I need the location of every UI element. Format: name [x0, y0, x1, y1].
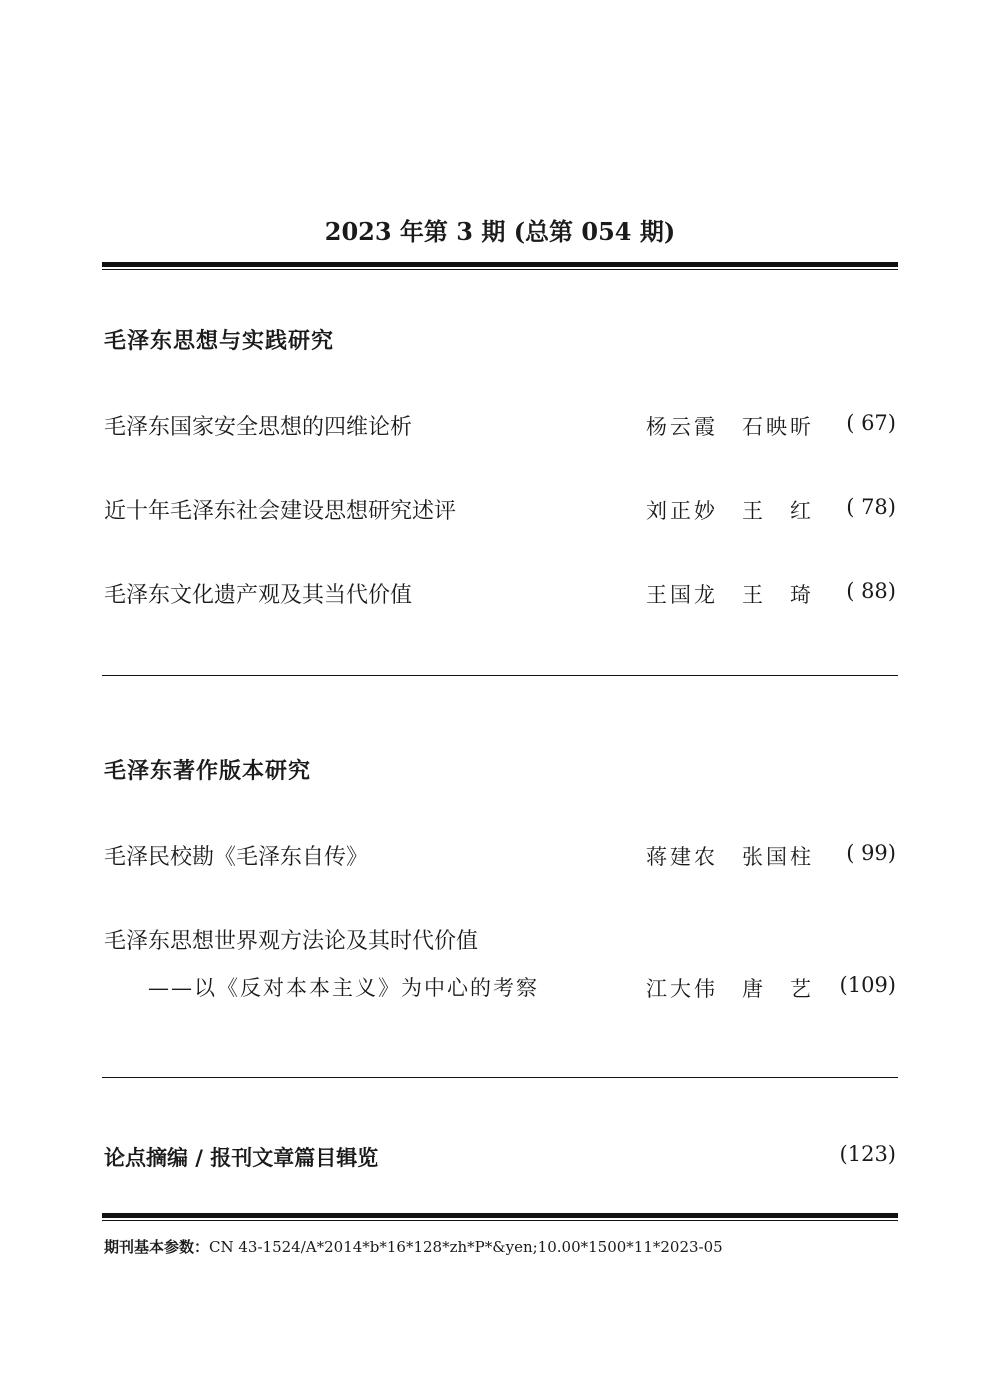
entry-title: 毛泽东文化遗产观及其当代价值 — [104, 583, 413, 608]
issue-title: 2023 年第 3 期 (总第 054 期) — [324, 217, 676, 246]
section-divider — [102, 675, 898, 676]
top-double-rule — [102, 262, 898, 270]
entry-authors: 王国龙 王 琦 — [646, 583, 814, 607]
section-divider — [102, 1077, 898, 1078]
entry-title: 毛泽东思想世界观方法论及其时代价值 — [104, 929, 479, 954]
entry-title: 毛泽东国家安全思想的四维论析 — [104, 415, 413, 440]
toc-entry[interactable] — [104, 924, 896, 958]
entry-title: 近十年毛泽东社会建设思想研究述评 — [104, 499, 457, 524]
journal-parameters — [104, 1236, 723, 1257]
entry-page: ( 99) — [846, 841, 896, 865]
entry-subtitle: ——以《反对本本主义》为中心的考察 — [148, 976, 539, 1000]
toc-entry-subline[interactable] — [104, 972, 896, 1006]
toc-entry[interactable] — [104, 840, 896, 874]
entry-authors: 杨云霞 石映昕 — [646, 415, 814, 439]
entry-page: ( 78) — [846, 495, 896, 519]
entry-authors: 江大伟 唐 艺 — [646, 977, 814, 1001]
toc-entry[interactable] — [104, 578, 896, 612]
entry-page: ( 88) — [846, 579, 896, 603]
entry-page: ( 67) — [846, 411, 896, 435]
entry-title: 毛泽民校勘《毛泽东自传》 — [104, 845, 369, 870]
digest-page: (123) — [839, 1142, 896, 1166]
entry-authors: 刘正妙 王 红 — [646, 499, 814, 523]
params-label: 期刊基本参数： — [104, 1238, 210, 1256]
section-heading: 毛泽东著作版本研究 — [104, 759, 312, 784]
section-heading: 毛泽东思想与实践研究 — [104, 329, 335, 354]
toc-entry[interactable] — [104, 410, 896, 444]
digest-label: 论点摘编 / 报刊文章篇目辑览 — [104, 1146, 379, 1170]
toc-entry[interactable] — [104, 494, 896, 528]
bottom-double-rule — [102, 1213, 898, 1221]
entry-authors: 蒋建农 张国柱 — [646, 845, 814, 869]
entry-page: (109) — [839, 973, 896, 997]
digest-entry[interactable] — [104, 1142, 896, 1176]
params-value: CN 43-1524/A*2014*b*16*128*zh*P*&yen;10.00*1500*11*2023-05 — [209, 1238, 723, 1256]
